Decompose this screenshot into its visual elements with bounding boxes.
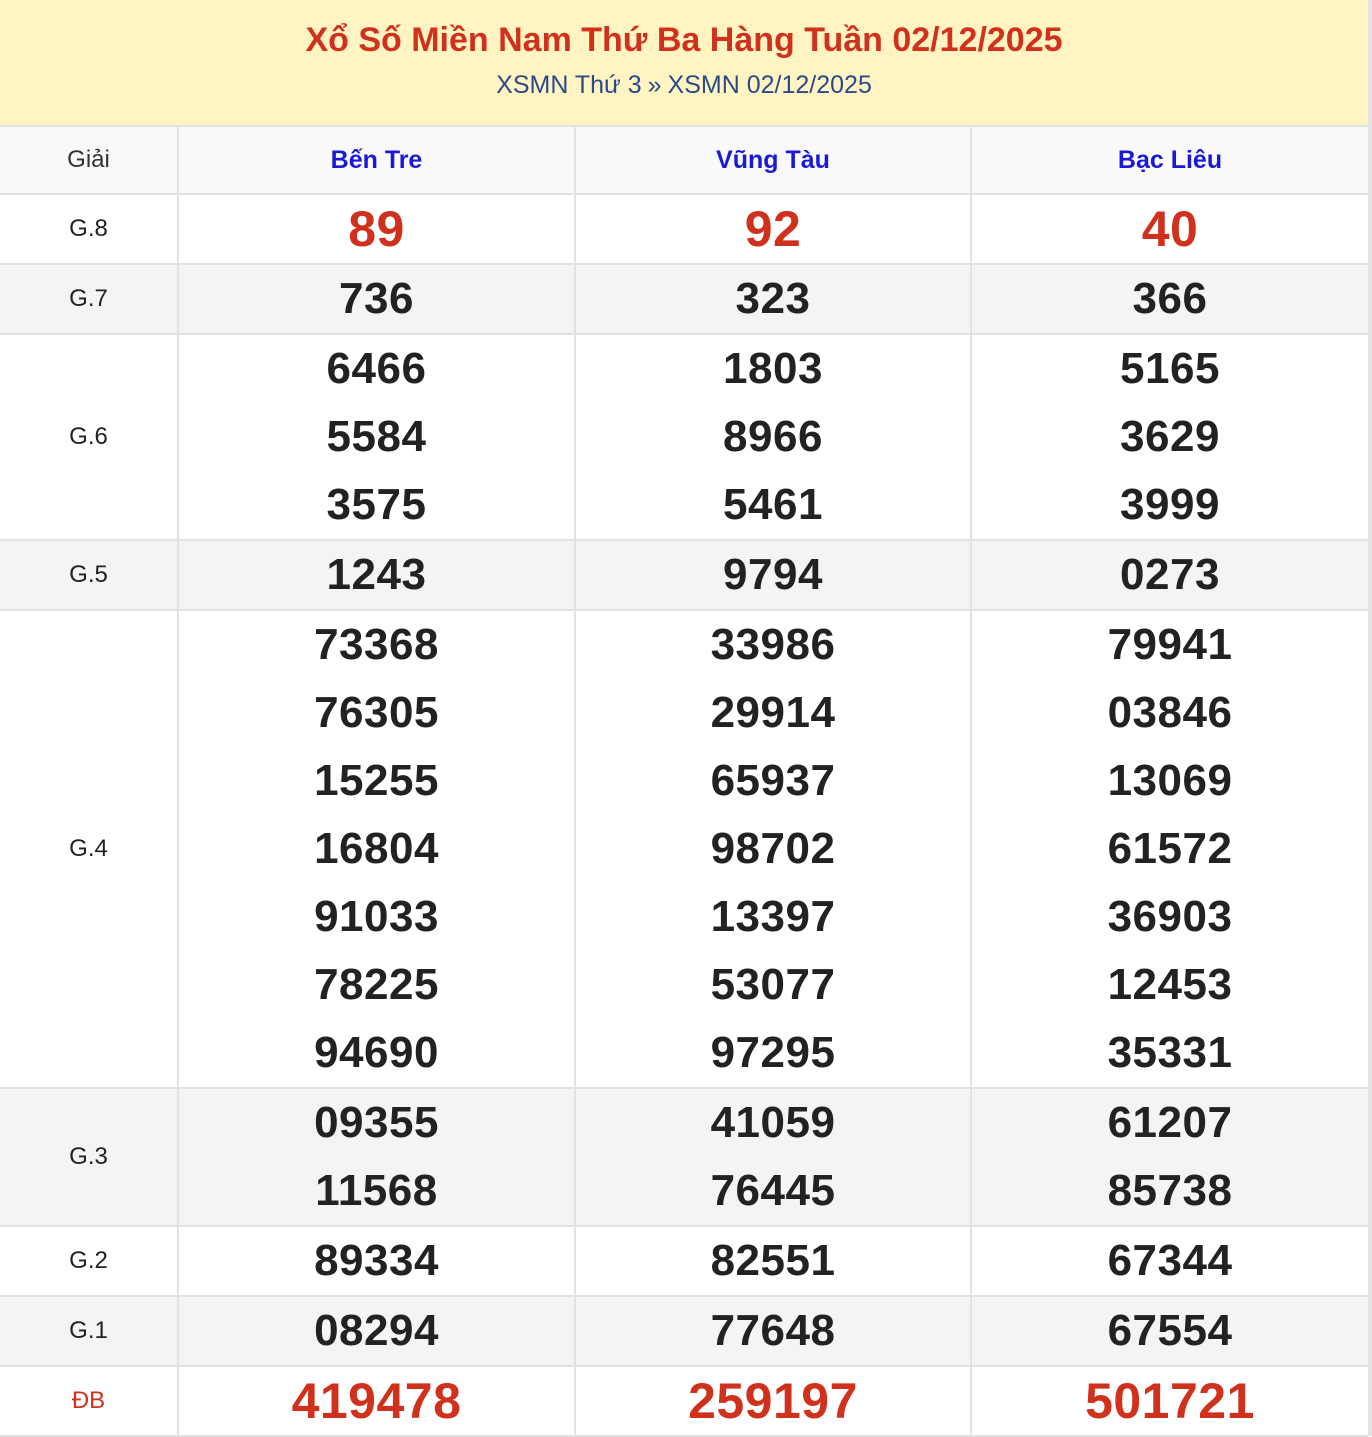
table-row-g6 [0,334,1368,540]
table-row-g5 [0,540,1368,610]
result-cell [971,334,1368,540]
result-number: 29914 [710,688,836,737]
result-cell [178,264,575,334]
prize-column-header: Giải [0,126,178,194]
result-cell [178,1088,575,1226]
result-cell [178,334,575,540]
result-cell [575,1226,971,1296]
result-number: 78225 [314,960,439,1009]
page-title: Xổ Số Miền Nam Thứ Ba Hàng Tuần 02/12/2025 [305,21,1063,59]
result-number: 79941 [1107,620,1233,669]
result-number: 16804 [314,824,439,873]
result-cell [971,264,1368,334]
result-number: 89334 [314,1236,439,1285]
result-number: 9794 [723,550,823,599]
result-number: 3999 [1120,480,1220,529]
result-cell [178,610,575,1088]
table-row-special [0,1366,1368,1436]
result-cell [575,610,971,1088]
special-prize-number: 419478 [291,1373,462,1429]
result-number: 85738 [1107,1166,1233,1215]
special-prize-number: 501721 [1085,1373,1255,1429]
result-cell [575,540,971,610]
result-number: 11568 [315,1166,438,1215]
result-number: 61572 [1107,824,1233,873]
results-table [0,125,1368,1437]
result-number: 15255 [314,756,439,805]
result-number: 53077 [710,960,836,1009]
result-number: 89 [348,201,405,257]
table-row-g2 [0,1226,1368,1296]
special-prize-number: 259197 [688,1373,858,1429]
prize-label: G.1 [0,1296,178,1366]
table-row-g3 [0,1088,1368,1226]
result-cell [178,1226,575,1296]
prize-label: G.8 [0,194,178,264]
result-number: 03846 [1107,688,1233,737]
result-cell [971,1366,1368,1436]
province-header-ben-tre[interactable]: Bến Tre [178,126,575,194]
result-cell [178,1366,575,1436]
result-cell [971,540,1368,610]
result-number: 61207 [1107,1098,1233,1147]
result-number: 5461 [723,480,823,529]
scrollbar[interactable] [1368,0,1372,1436]
result-number: 82551 [710,1236,836,1285]
prize-label: G.6 [0,334,178,540]
result-number: 366 [1132,274,1208,323]
result-number: 94690 [314,1028,439,1077]
table-row-g1 [0,1296,1368,1366]
prize-label: G.3 [0,1088,178,1226]
table-row-g8 [0,194,1368,264]
result-cell [178,540,575,610]
result-cell [971,194,1368,264]
prize-label: G.7 [0,264,178,334]
result-number: 736 [339,274,414,323]
result-cell [971,1088,1368,1226]
result-number: 3575 [326,480,427,529]
result-number: 40 [1141,201,1199,257]
result-number: 76305 [314,688,439,737]
prize-label: G.4 [0,610,178,1088]
result-cell [971,1296,1368,1366]
result-number: 67344 [1107,1236,1233,1285]
result-number: 6466 [326,344,427,393]
result-cell [971,1226,1368,1296]
result-number: 77648 [710,1306,836,1355]
result-cell [575,264,971,334]
province-header-bac-lieu[interactable]: Bạc Liêu [971,126,1368,194]
result-number: 5165 [1120,344,1220,393]
result-number: 1803 [723,344,823,393]
result-cell [575,1088,971,1226]
result-number: 13397 [710,892,836,941]
prize-label: G.2 [0,1226,178,1296]
result-cell [971,610,1368,1088]
prize-label-special: ĐB [0,1366,178,1436]
breadcrumb [0,70,1368,100]
result-number: 98702 [710,824,836,873]
result-cell [575,194,971,264]
result-number: 76445 [710,1166,836,1215]
result-number: 323 [735,274,811,323]
result-number: 13069 [1107,756,1233,805]
result-cell [575,1366,971,1436]
breadcrumb-separator-icon: » [647,71,662,99]
result-number: 8966 [723,412,823,461]
result-number: 0273 [1120,550,1220,599]
results-header [0,0,1368,125]
result-number: 73368 [314,620,439,669]
result-number: 08294 [314,1306,439,1355]
result-number: 5584 [326,412,427,461]
breadcrumb-link-xsmn-date[interactable]: XSMN 02/12/2025 [667,71,872,99]
result-cell [575,334,971,540]
result-number: 1243 [326,550,427,599]
result-number: 91033 [314,892,439,941]
result-number: 35331 [1107,1028,1233,1077]
result-number: 09355 [314,1098,439,1147]
province-header-vung-tau[interactable]: Vũng Tàu [575,126,971,194]
result-number: 67554 [1107,1306,1233,1355]
prize-label: G.5 [0,540,178,610]
result-number: 12453 [1107,960,1233,1009]
result-cell [178,1296,575,1366]
result-number: 41059 [710,1098,836,1147]
result-number: 33986 [710,620,836,669]
result-cell [178,194,575,264]
table-row-g7 [0,264,1368,334]
result-number: 97295 [710,1028,836,1077]
result-number: 3629 [1120,412,1220,461]
result-cell [575,1296,971,1366]
result-number: 65937 [710,756,836,805]
breadcrumb-link-xsmn-thu-3[interactable]: XSMN Thứ 3 [496,71,642,99]
table-header-row [0,126,1368,194]
table-row-g4 [0,610,1368,1088]
result-number: 92 [744,201,802,257]
result-number: 36903 [1107,892,1233,941]
